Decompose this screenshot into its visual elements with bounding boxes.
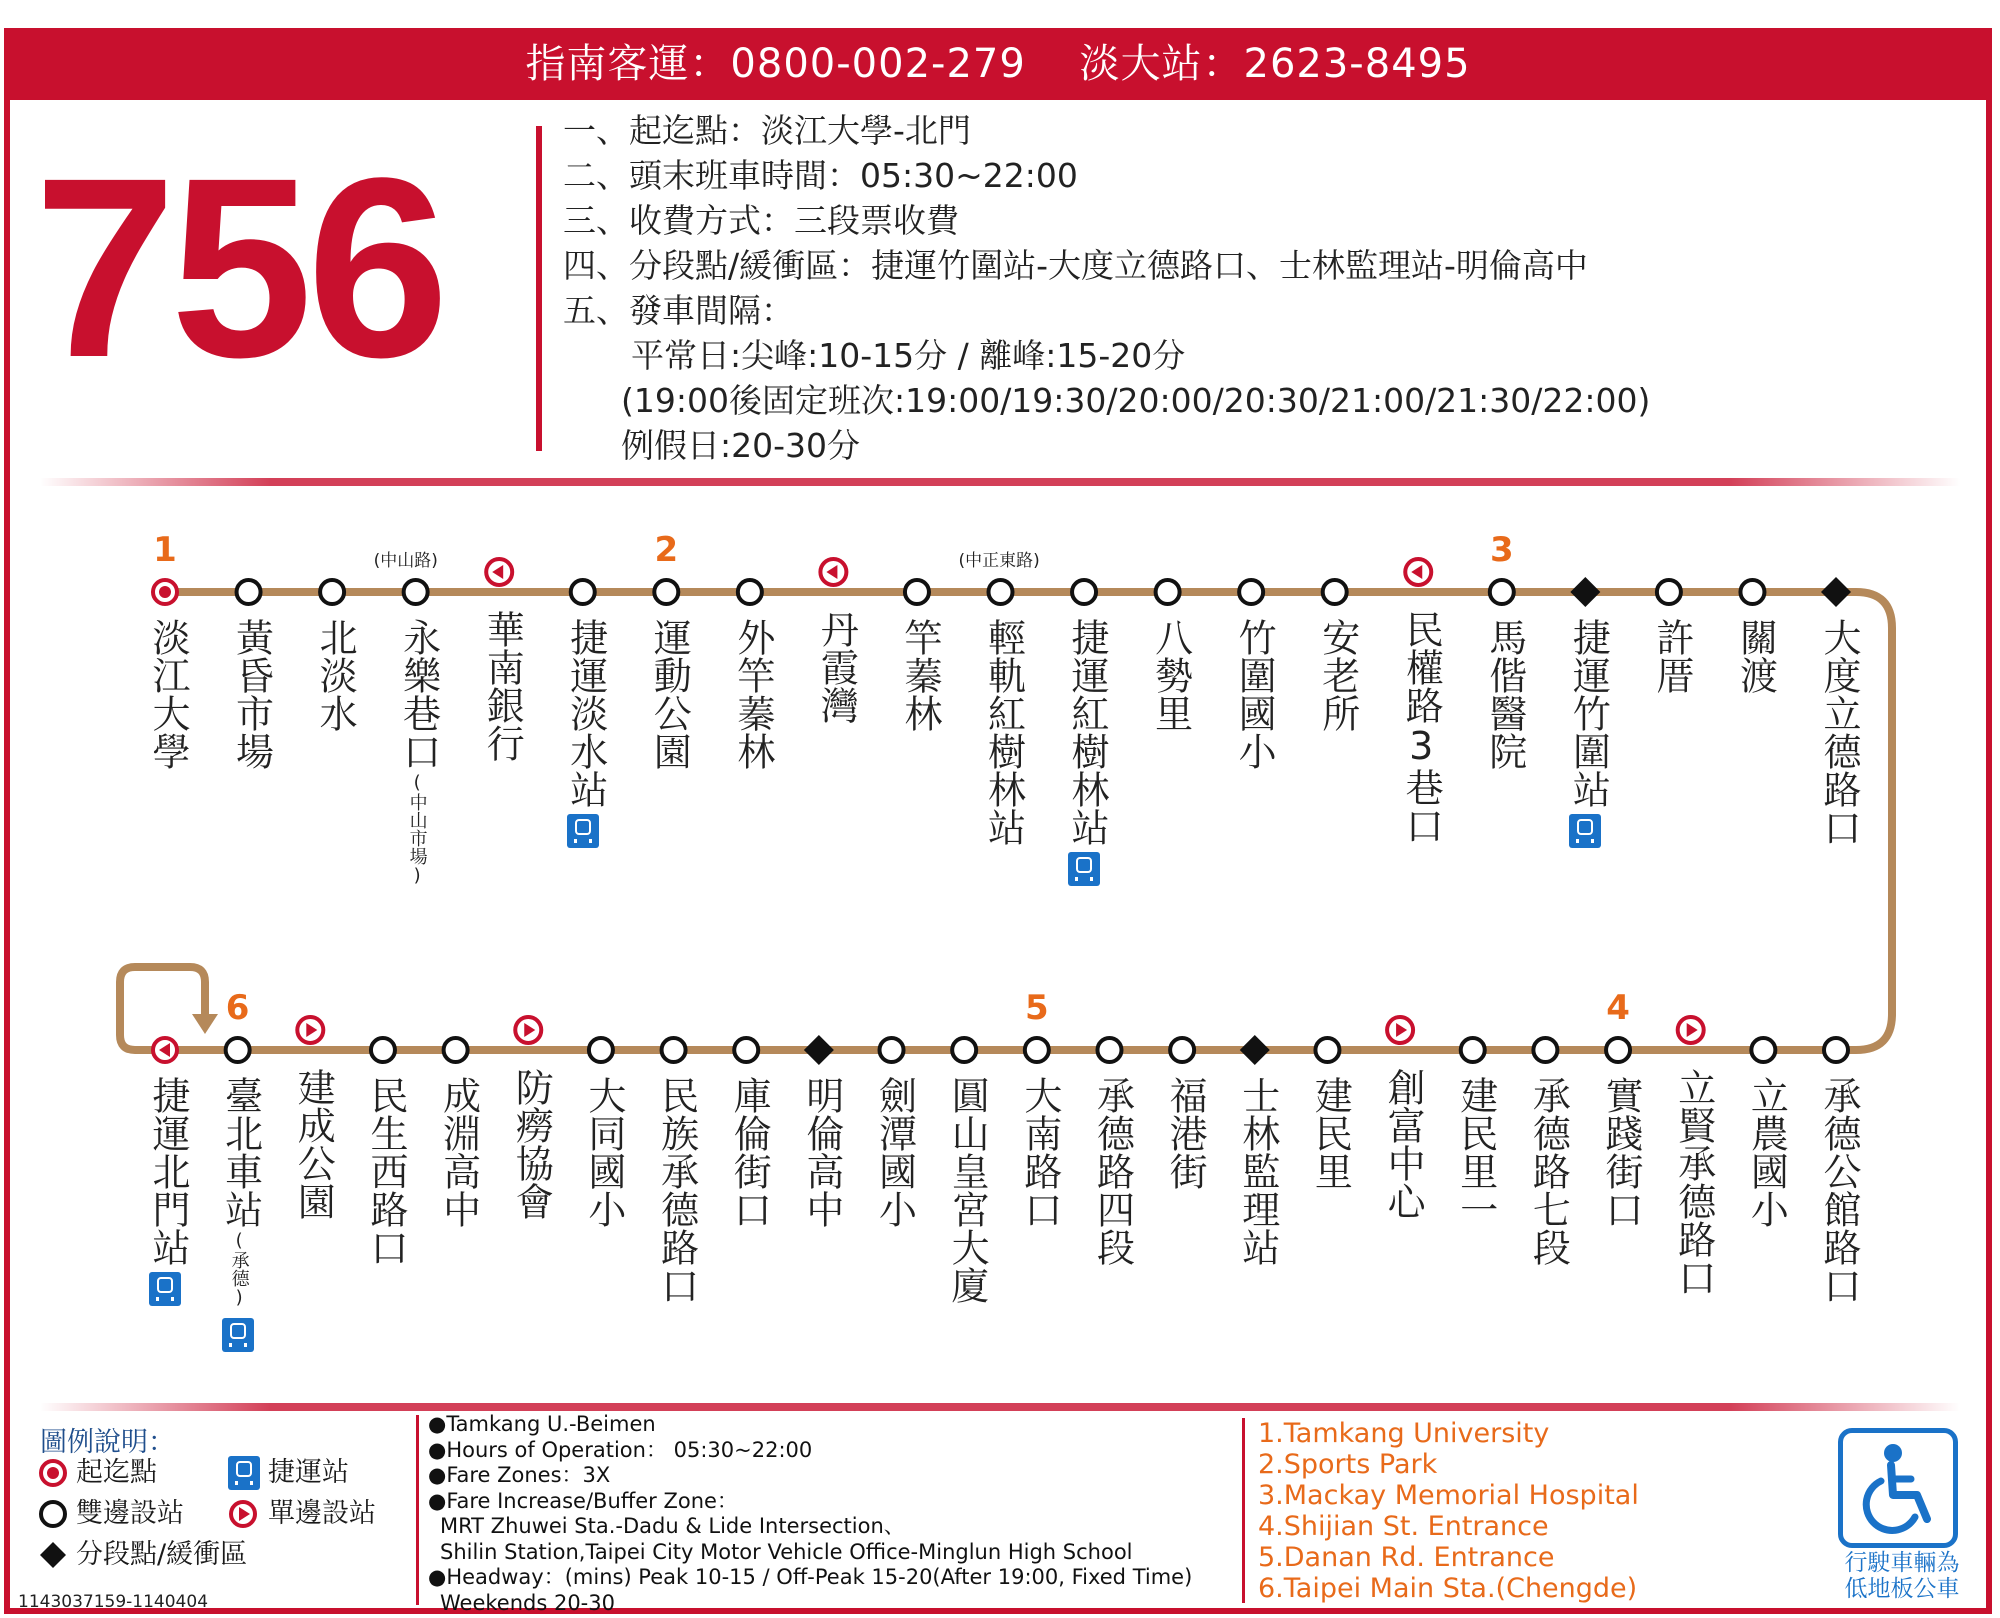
bottom-stop-name-2: 建成公園	[291, 1068, 336, 1220]
top-oneway-icon-15	[1405, 559, 1431, 585]
top-stop-marker-14	[1323, 580, 1347, 604]
terminal-legend-icon	[38, 1458, 68, 1488]
segment-number-4: 4	[1606, 988, 1630, 1028]
top-stop-marker-12	[1156, 580, 1180, 604]
top-stop-marker-10	[989, 580, 1013, 604]
loop-arrow-head	[192, 1014, 218, 1034]
bottom-stop-name-16: 建民里	[1308, 1076, 1353, 1190]
both-sides-legend-icon	[38, 1499, 68, 1529]
top-mrt-icon-5	[567, 814, 599, 848]
top-stop-marker-16	[1490, 580, 1514, 604]
bottom-stop-name-10: 劍潭國小	[872, 1076, 917, 1228]
en-headway: ●Headway：(mins) Peak 10-15 / Off-Peak 15-20(After 19:00, Fixed Time)	[428, 1565, 1193, 1589]
legend-terminal: 起迄點	[76, 1457, 157, 1488]
bottom-stop-marker-4	[444, 1038, 468, 1062]
top-stop-name-20: 大度立德路口	[1817, 618, 1861, 846]
top-stop-marker-6	[654, 580, 678, 604]
top-road-note-10: (中正東路)	[958, 551, 1040, 571]
en-weekend: Weekends 20-30	[440, 1590, 615, 1615]
en-zone-1: MRT Zhuwei Sta.-Dadu & Lide Intersection、	[440, 1514, 905, 1538]
bottom-stop-name-22: 立農國小	[1744, 1076, 1789, 1228]
en-zone-2: Shilin Station,Taipei City Motor Vehicle Office-Minglun High School	[440, 1539, 1133, 1564]
segment-number-2: 2	[654, 530, 679, 570]
bottom-oneway-icon-21	[1678, 1017, 1704, 1043]
bottom-stop-name-1: 臺北車站	[218, 1076, 263, 1228]
top-stop-name-13: 竹圍國小	[1232, 618, 1277, 770]
bottom-stop-marker-19	[1533, 1038, 1557, 1062]
top-stop-name-0: 淡江大學	[146, 618, 190, 770]
top-stop-marker-11	[1072, 580, 1096, 604]
segment-2: 2.Sports Park	[1258, 1449, 1438, 1480]
bottom-stop-name-18: 建民里一	[1453, 1076, 1498, 1228]
segment-number-5: 5	[1024, 988, 1049, 1028]
company-phone: 指南客運：0800-002-279	[525, 41, 1026, 87]
info-line-terminals: 一、起迄點：淡江大學-北門	[563, 111, 971, 150]
one-side-legend-icon	[228, 1499, 258, 1529]
segment-number-6: 6	[225, 988, 250, 1028]
top-stop-marker-0	[153, 580, 177, 604]
segment-3: 3.Mackay Memorial Hospital	[1258, 1480, 1639, 1511]
bottom-stop-marker-14	[1170, 1038, 1194, 1062]
bottom-stop-name-0: 捷運北門站	[146, 1076, 190, 1266]
info-line-weekday: 平常日:尖峰:10-15分 / 離峰:15-20分	[631, 336, 1186, 375]
top-stop-name-15: 民權路3巷口	[1399, 610, 1444, 844]
legend-oneway: 單邊設站	[268, 1498, 376, 1529]
zone-legend-icon	[38, 1540, 68, 1570]
segment-list	[1258, 1418, 1728, 1604]
top-stop-name-3: 永樂巷口	[396, 618, 441, 770]
bottom-stop-marker-15	[1240, 1035, 1270, 1065]
top-stop-marker-17	[1570, 577, 1600, 607]
bottom-stop-marker-23	[1824, 1038, 1848, 1062]
bottom-stop-name-12: 大南路口	[1017, 1076, 1062, 1228]
segment-divider	[1242, 1418, 1245, 1603]
bottom-stop-name-14: 福港街	[1163, 1076, 1208, 1190]
top-mrt-icon-17	[1569, 814, 1601, 848]
top-stop-name-10: 輕軌紅樹林站	[981, 618, 1026, 846]
segment-4: 4.Shijian St. Entrance	[1258, 1511, 1549, 1542]
top-stop-marker-2	[320, 580, 344, 604]
en-fare: ●Fare Zones：3X	[428, 1463, 611, 1487]
top-stop-name-18: 許厝	[1649, 618, 1694, 694]
bottom-stop-name-17: 創富中心	[1381, 1068, 1426, 1220]
top-stop-marker-3	[404, 580, 428, 604]
bottom-stop-marker-16	[1315, 1038, 1339, 1062]
top-stop-marker-19	[1740, 580, 1764, 604]
top-stop-name-5: 捷運淡水站	[563, 618, 608, 808]
bottom-stop-marker-0	[153, 1038, 177, 1062]
top-road-note-3: (中山路)	[373, 551, 438, 571]
info-line-weekend: 例假日:20-30分	[621, 426, 861, 465]
station-phone: 淡大站：2623-8495	[1079, 41, 1471, 87]
bottom-stop-sub-1: (承德)	[228, 1230, 250, 1308]
segment-1: 1.Tamkang University	[1258, 1418, 1550, 1449]
top-stop-marker-20	[1821, 577, 1851, 607]
top-stop-name-14: 安老所	[1315, 618, 1360, 732]
top-oneway-icon-8	[820, 559, 846, 585]
info-line-hours: 二、頭末班車時間：05:30~22:00	[563, 156, 1078, 195]
top-stop-name-7: 外竿蓁林	[730, 618, 775, 770]
wheelchair-icon	[1838, 1428, 1958, 1548]
info-line-fare: 三、收費方式：三段票收費	[563, 201, 959, 240]
legend-both: 雙邊設站	[76, 1498, 184, 1529]
bottom-stop-name-21: 立賢承德路口	[1671, 1068, 1716, 1296]
top-stop-name-8: 丹霞灣	[814, 610, 859, 724]
bottom-stop-name-11: 圓山皇宮大廈	[945, 1076, 990, 1304]
bottom-stop-name-8: 庫倫街口	[727, 1076, 772, 1228]
english-divider	[416, 1415, 419, 1605]
low-floor-caption-1: 行駛車輛為	[1844, 1550, 1960, 1576]
en-hours: ●Hours of Operation： 05:30~22:00	[428, 1437, 813, 1462]
bottom-stop-name-6: 大同國小	[581, 1076, 626, 1228]
bottom-stop-marker-11	[952, 1038, 976, 1062]
top-stop-name-12: 八勢里	[1148, 618, 1193, 732]
top-stop-marker-5	[571, 580, 595, 604]
top-stop-marker-18	[1657, 580, 1681, 604]
segment-6: 6.Taipei Main Sta.(Chengde)	[1258, 1573, 1638, 1604]
bottom-stop-marker-9	[804, 1035, 834, 1065]
bottom-oneway-icon-2	[297, 1017, 323, 1043]
en-terminals: ●Tamkang U.-Beimen	[428, 1412, 656, 1436]
bottom-stop-marker-1	[226, 1038, 250, 1062]
top-stop-name-16: 馬偕醫院	[1482, 618, 1527, 770]
bottom-stop-marker-6	[589, 1038, 613, 1062]
en-zone-title: ●Fare Increase/Buffer Zone：	[428, 1488, 738, 1513]
bottom-stop-name-23: 承德公館路口	[1817, 1076, 1861, 1304]
info-line-fixed: (19:00後固定班次:19:00/19:30/20:00/20:30/21:00/21:30/22:00)	[621, 381, 1651, 420]
bottom-stop-name-5: 防癆協會	[509, 1068, 554, 1220]
bottom-mrt-icon-0	[149, 1272, 181, 1306]
legend-title: 圖例說明：	[40, 1427, 175, 1458]
top-stop-sub-3: (中山市場)	[406, 772, 428, 886]
bottom-mrt-icon-1	[222, 1318, 254, 1352]
top-stop-name-11: 捷運紅樹林站	[1065, 618, 1110, 846]
bottom-stop-name-20: 實踐街口	[1599, 1076, 1644, 1228]
top-stop-marker-1	[237, 580, 261, 604]
bottom-oneway-icon-5	[515, 1017, 541, 1043]
top-stop-name-1: 黃昏市場	[229, 618, 274, 770]
bottom-stop-name-9: 明倫高中	[799, 1076, 844, 1228]
bottom-stop-marker-3	[371, 1038, 395, 1062]
bottom-stop-marker-7	[662, 1038, 686, 1062]
top-mrt-icon-11	[1068, 852, 1100, 886]
top-stop-name-2: 北淡水	[313, 618, 358, 732]
bottom-oneway-icon-17	[1387, 1017, 1413, 1043]
top-oneway-icon-4	[486, 559, 512, 585]
bottom-stop-marker-10	[880, 1038, 904, 1062]
bottom-stop-name-19: 承德路七段	[1526, 1076, 1571, 1266]
top-stop-name-9: 竿蓁林	[897, 618, 942, 732]
top-stop-marker-7	[738, 580, 762, 604]
english-info	[428, 1412, 1228, 1616]
bottom-stop-marker-8	[734, 1038, 758, 1062]
bottom-stop-name-4: 成淵高中	[436, 1076, 481, 1228]
legend-zone: 分段點/緩衝區	[76, 1539, 248, 1570]
top-stop-name-6: 運動公園	[647, 618, 692, 770]
segment-number-3: 3	[1489, 530, 1514, 570]
segment-5: 5.Danan Rd. Entrance	[1258, 1542, 1555, 1573]
bottom-stop-marker-13	[1097, 1038, 1121, 1062]
segment-number-1: 1	[153, 530, 177, 570]
bottom-stop-marker-20	[1606, 1038, 1630, 1062]
bottom-stop-marker-22	[1751, 1038, 1775, 1062]
mrt-legend-icon	[228, 1456, 260, 1490]
bottom-stop-name-3: 民生西路口	[363, 1076, 408, 1266]
low-floor-caption	[1822, 1550, 1982, 1602]
info-line-zones: 四、分段點/緩衝區：捷運竹圍站-大度立德路口、士林監理站-明倫高中	[563, 246, 1588, 285]
divider-bottom	[40, 1403, 1960, 1411]
top-stop-marker-13	[1239, 580, 1263, 604]
bottom-stop-marker-18	[1461, 1038, 1485, 1062]
top-stop-name-4: 華南銀行	[480, 610, 525, 762]
bottom-stop-name-7: 民族承德路口	[654, 1076, 699, 1304]
route-number: 756	[34, 125, 444, 411]
top-stop-marker-9	[905, 580, 929, 604]
top-stop-name-17: 捷運竹圍站	[1566, 618, 1611, 808]
bottom-stop-name-15: 士林監理站	[1235, 1076, 1280, 1266]
info-line-headway: 五、發車間隔：	[563, 291, 794, 330]
low-floor-caption-2: 低地板公車	[1844, 1576, 1960, 1602]
legend-mrt: 捷運站	[268, 1457, 349, 1488]
top-stop-name-19: 關渡	[1733, 618, 1778, 694]
bottom-stop-name-13: 承德路四段	[1090, 1076, 1135, 1266]
document-id: 1143037159-1140404	[18, 1592, 209, 1612]
bottom-stop-marker-12	[1025, 1038, 1049, 1062]
